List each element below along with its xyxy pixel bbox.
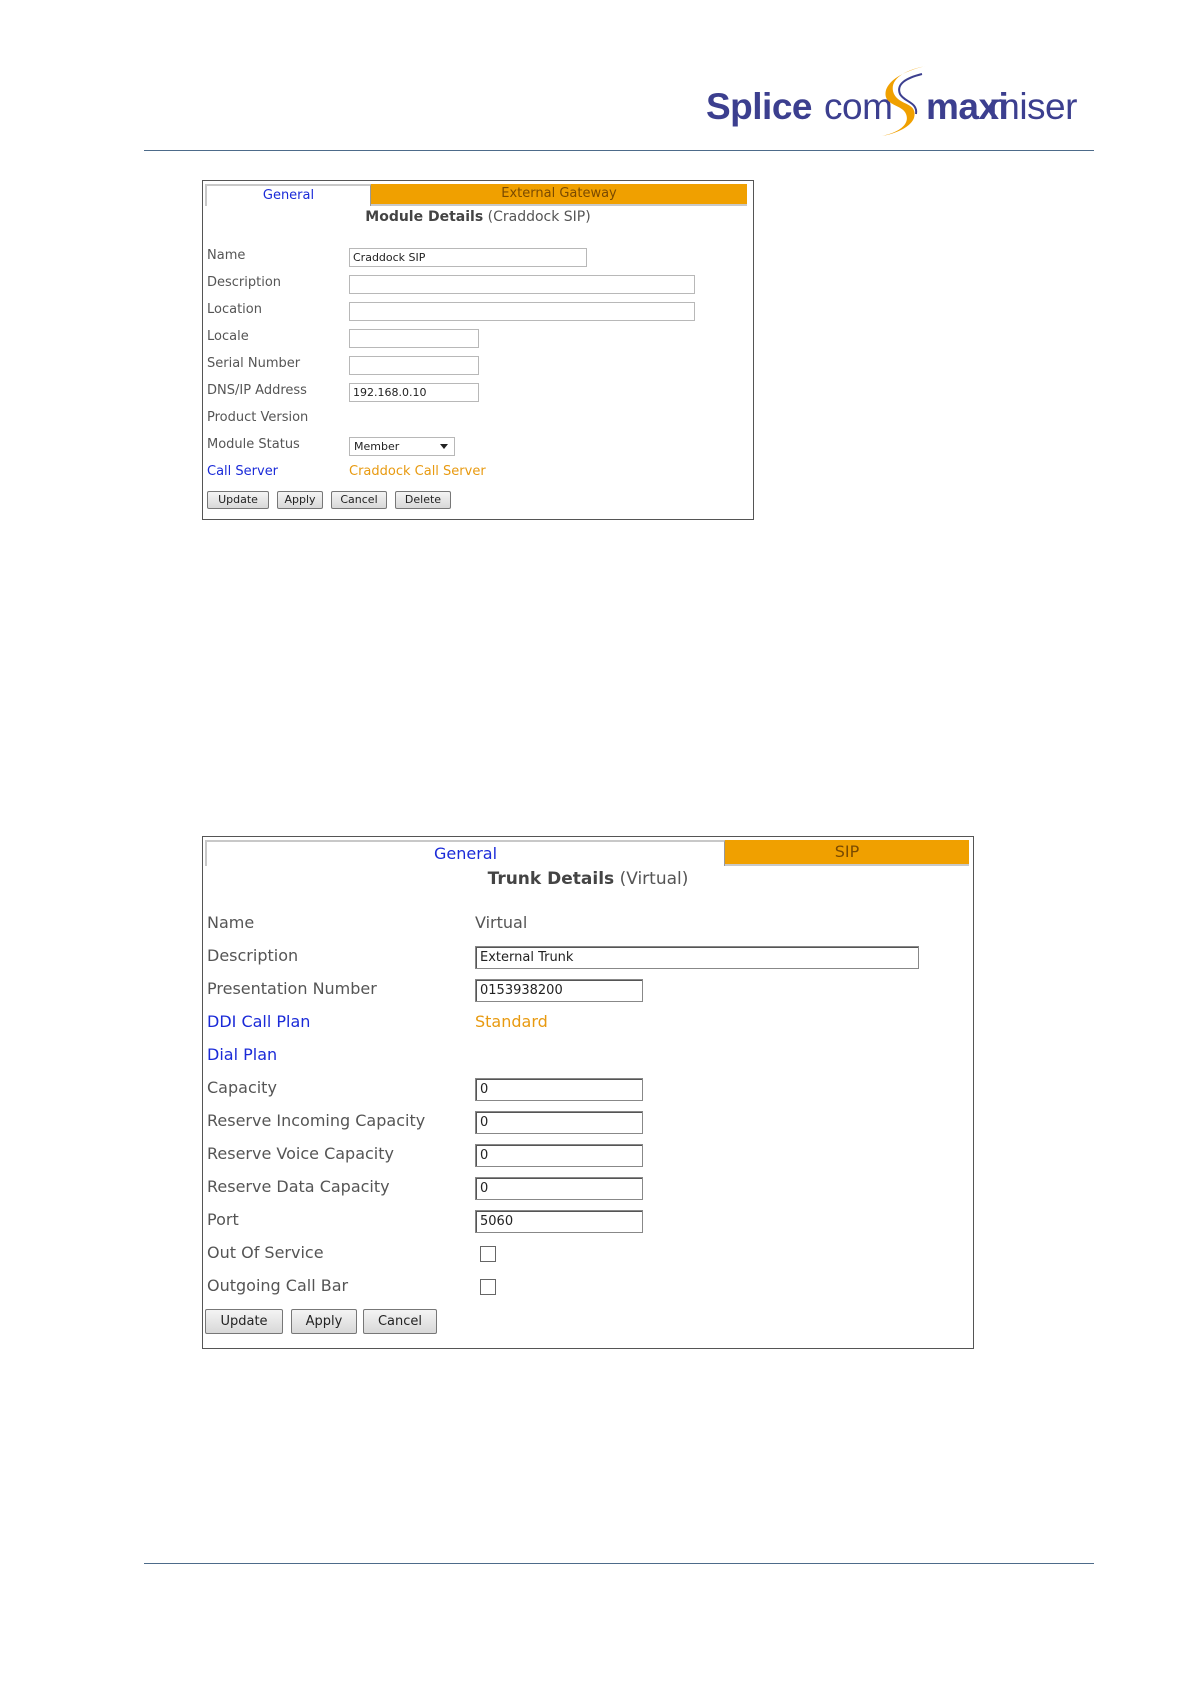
dial-plan-link[interactable]: Dial Plan	[207, 1045, 278, 1064]
module-details-panel	[202, 180, 754, 520]
module-details-title-rest: (Craddock SIP)	[487, 209, 591, 225]
delete-button[interactable]: Delete	[395, 491, 451, 509]
logo-miser-text: miser	[989, 86, 1077, 127]
logo-com-text: com	[824, 86, 893, 127]
location-field[interactable]	[349, 302, 695, 321]
capacity-field[interactable]: 0	[475, 1078, 643, 1101]
trunk-details-title	[203, 869, 973, 889]
module-status-value: Member	[354, 440, 400, 453]
serial-number-label: Serial Number	[207, 356, 301, 371]
reserve-incoming-capacity-field[interactable]: 0	[475, 1111, 643, 1134]
cancel-button[interactable]: Cancel	[363, 1309, 437, 1334]
tab-general[interactable]: General	[205, 184, 371, 206]
footer-divider	[144, 1563, 1094, 1564]
reserve-voice-capacity-field[interactable]: 0	[475, 1144, 643, 1167]
logo-swoosh-icon	[874, 62, 934, 138]
call-server-value: Craddock Call Server	[349, 464, 486, 479]
product-version-label: Product Version	[207, 410, 309, 425]
reserve-voice-capacity-label: Reserve Voice Capacity	[207, 1144, 394, 1163]
out-of-service-label: Out Of Service	[207, 1243, 324, 1262]
module-status-label: Module Status	[207, 437, 300, 452]
reserve-incoming-capacity-label: Reserve Incoming Capacity	[207, 1111, 426, 1130]
serial-number-field[interactable]	[349, 356, 479, 375]
logo-splice-text: Splice	[706, 86, 812, 127]
trunk-details-panel	[202, 836, 974, 1349]
cancel-button[interactable]: Cancel	[331, 491, 387, 509]
locale-label: Locale	[207, 329, 249, 344]
dns-ip-field[interactable]: 192.168.0.10	[349, 383, 479, 402]
presentation-number-label: Presentation Number	[207, 979, 377, 998]
name-label: Name	[207, 913, 255, 932]
ddi-call-plan-link[interactable]: DDI Call Plan	[207, 1012, 311, 1031]
description-label: Description	[207, 275, 282, 290]
description-field[interactable]	[349, 275, 695, 294]
reserve-data-capacity-label: Reserve Data Capacity	[207, 1177, 390, 1196]
module-tab-bar	[205, 184, 749, 206]
update-button[interactable]: Update	[205, 1309, 283, 1334]
port-field[interactable]: 5060	[475, 1210, 643, 1233]
capacity-label: Capacity	[207, 1078, 277, 1097]
update-button[interactable]: Update	[207, 491, 269, 509]
outgoing-call-bar-label: Outgoing Call Bar	[207, 1276, 349, 1295]
port-label: Port	[207, 1210, 239, 1229]
trunk-details-title-bold: Trunk Details	[487, 869, 615, 889]
dns-ip-label: DNS/IP Address	[207, 383, 307, 398]
out-of-service-checkbox[interactable]	[480, 1246, 496, 1262]
chevron-down-icon	[440, 444, 448, 449]
tab-external-gateway[interactable]: External Gateway	[371, 184, 747, 206]
description-field[interactable]: External Trunk	[475, 946, 919, 969]
logo-maxi-text: maxi	[926, 86, 1009, 127]
locale-field[interactable]	[349, 329, 479, 348]
location-label: Location	[207, 302, 262, 317]
name-label: Name	[207, 248, 246, 263]
trunk-tab-bar	[205, 840, 969, 866]
name-field[interactable]: Craddock SIP	[349, 248, 587, 267]
tab-general[interactable]: General	[205, 840, 725, 866]
tab-sip[interactable]: SIP	[725, 840, 969, 866]
module-details-title	[203, 209, 753, 225]
splicecom-maximiser-logo	[706, 62, 1090, 142]
call-server-link[interactable]: Call Server	[207, 464, 279, 479]
presentation-number-field[interactable]: 0153938200	[475, 979, 643, 1002]
reserve-data-capacity-field[interactable]: 0	[475, 1177, 643, 1200]
ddi-call-plan-value: Standard	[475, 1012, 548, 1031]
module-status-select[interactable]	[349, 437, 455, 456]
description-label: Description	[207, 946, 299, 965]
module-details-title-bold: Module Details	[365, 209, 484, 225]
name-value: Virtual	[475, 913, 528, 932]
trunk-details-title-rest: (Virtual)	[619, 869, 689, 889]
header-divider	[144, 150, 1094, 151]
apply-button[interactable]: Apply	[291, 1309, 357, 1334]
outgoing-call-bar-checkbox[interactable]	[480, 1279, 496, 1295]
apply-button[interactable]: Apply	[277, 491, 323, 509]
